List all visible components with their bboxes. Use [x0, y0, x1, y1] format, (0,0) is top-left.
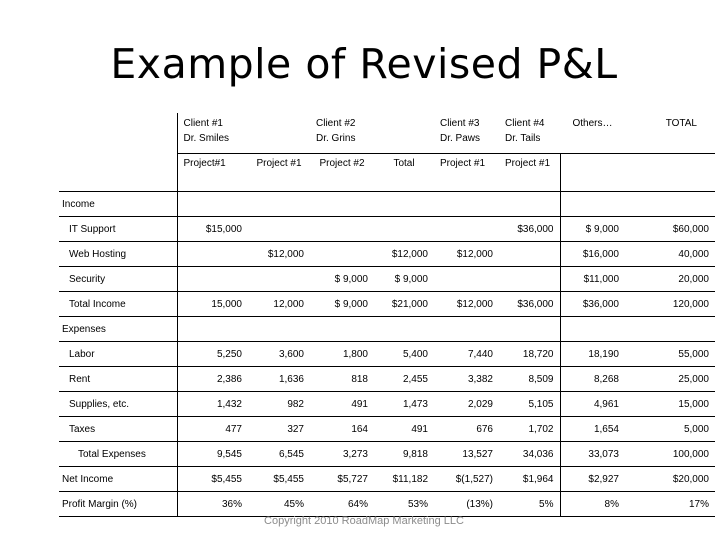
header-client-name: Dr. Smiles: [183, 133, 230, 144]
table-cell: $11,000: [560, 267, 625, 292]
table-cell: [499, 192, 560, 217]
table-cell: [177, 317, 248, 342]
table-cell: 36%: [177, 492, 248, 517]
header-client-cell: [310, 113, 374, 154]
table-cell: 40,000: [625, 242, 715, 267]
table-cell: 2,455: [374, 367, 434, 392]
row-label: Security: [59, 267, 177, 292]
header-client-cell: [625, 113, 715, 154]
header-client-name: Dr. Tails: [505, 133, 541, 144]
row-label: Web Hosting: [59, 242, 177, 267]
table-cell: [560, 317, 625, 342]
table-cell: [310, 242, 374, 267]
pl-table: [59, 113, 715, 517]
table-cell: [374, 192, 434, 217]
table-cell: $5,727: [310, 467, 374, 492]
table-cell: 15,000: [625, 392, 715, 417]
table-cell: $2,927: [560, 467, 625, 492]
table-cell: [374, 317, 434, 342]
table-cell: $ 9,000: [310, 292, 374, 317]
header-client-cell: [434, 113, 499, 154]
table-cell: 676: [434, 417, 499, 442]
table-cell: 20,000: [625, 267, 715, 292]
table-cell: 1,702: [499, 417, 560, 442]
table-cell: $36,000: [499, 292, 560, 317]
row-label: Taxes: [59, 417, 177, 442]
table-cell: $20,000: [625, 467, 715, 492]
header-client-cell: [177, 113, 248, 154]
table-cell: 982: [248, 392, 310, 417]
table-cell: 5,000: [625, 417, 715, 442]
table-cell: 1,800: [310, 342, 374, 367]
table-cell: $(1,527): [434, 467, 499, 492]
row-label: IT Support: [59, 217, 177, 242]
header-row-projects: [59, 154, 715, 192]
table-cell: 4,961: [560, 392, 625, 417]
table-row: [59, 492, 715, 517]
table-cell: 8%: [560, 492, 625, 517]
table-cell: $36,000: [499, 217, 560, 242]
header-client-cell: [499, 113, 560, 154]
table-cell: 1,432: [177, 392, 248, 417]
table-cell: [177, 192, 248, 217]
table-cell: [310, 217, 374, 242]
table-cell: $12,000: [248, 242, 310, 267]
table-cell: 45%: [248, 492, 310, 517]
table-cell: 8,268: [560, 367, 625, 392]
header-client-cell: [248, 113, 310, 154]
row-label: Supplies, etc.: [59, 392, 177, 417]
table-cell: $60,000: [625, 217, 715, 242]
row-label: Profit Margin (%): [59, 492, 177, 517]
table-cell: $ 9,000: [560, 217, 625, 242]
header-client-number: Client #2: [316, 118, 356, 129]
table-cell: [310, 192, 374, 217]
table-cell: $1,964: [499, 467, 560, 492]
table-cell: 9,545: [177, 442, 248, 467]
table-cell: [625, 317, 715, 342]
table-row: [59, 192, 715, 217]
table-cell: [248, 217, 310, 242]
table-row: [59, 392, 715, 417]
row-label: Income: [59, 192, 177, 217]
row-label: Total Income: [59, 292, 177, 317]
table-row: [59, 417, 715, 442]
table-cell: 53%: [374, 492, 434, 517]
table-cell: (13%): [434, 492, 499, 517]
table-cell: [248, 267, 310, 292]
table-cell: $5,455: [177, 467, 248, 492]
table-cell: 1,636: [248, 367, 310, 392]
table-cell: [499, 317, 560, 342]
table-cell: 2,386: [177, 367, 248, 392]
table-cell: [625, 192, 715, 217]
table-row: [59, 242, 715, 267]
table-cell: [560, 192, 625, 217]
header-project-cell: Project #2: [310, 154, 374, 192]
table-cell: 3,382: [434, 367, 499, 392]
header-client-cell: [560, 113, 625, 154]
header-corner: [59, 113, 177, 154]
table-cell: $12,000: [434, 242, 499, 267]
table-cell: 5%: [499, 492, 560, 517]
table-cell: $12,000: [434, 292, 499, 317]
header-client-number: Client #1: [183, 118, 223, 129]
row-label: Total Expenses: [59, 442, 177, 467]
table-cell: [499, 242, 560, 267]
table-cell: $21,000: [374, 292, 434, 317]
table-cell: 15,000: [177, 292, 248, 317]
table-cell: 5,250: [177, 342, 248, 367]
table-cell: 55,000: [625, 342, 715, 367]
header-project-cell: Project#1: [177, 154, 248, 192]
table-cell: [434, 192, 499, 217]
table-cell: 1,654: [560, 417, 625, 442]
header-project-cell: [625, 154, 715, 192]
table-cell: $11,182: [374, 467, 434, 492]
row-label: Expenses: [59, 317, 177, 342]
header-client-number: Client #3: [440, 118, 480, 129]
table-cell: 491: [310, 392, 374, 417]
table-cell: $15,000: [177, 217, 248, 242]
table-cell: $12,000: [374, 242, 434, 267]
table-cell: 12,000: [248, 292, 310, 317]
table-row: [59, 317, 715, 342]
table-row: [59, 367, 715, 392]
table-cell: 327: [248, 417, 310, 442]
table-cell: [499, 267, 560, 292]
table-row: [59, 267, 715, 292]
table-cell: 100,000: [625, 442, 715, 467]
header-project-cell: Project #1: [434, 154, 499, 192]
table-cell: 120,000: [625, 292, 715, 317]
table-cell: 164: [310, 417, 374, 442]
table-cell: 8,509: [499, 367, 560, 392]
row-label: Net Income: [59, 467, 177, 492]
table-cell: $5,455: [248, 467, 310, 492]
table-cell: 25,000: [625, 367, 715, 392]
table-cell: [177, 267, 248, 292]
table-row: [59, 467, 715, 492]
table-cell: [248, 317, 310, 342]
copyright-notice: Copyright 2010 RoadMap Marketing LLC: [264, 515, 464, 527]
table-cell: 7,440: [434, 342, 499, 367]
table-cell: [310, 317, 374, 342]
slide-title: Example of Revised P&L: [110, 40, 618, 88]
table-cell: 2,029: [434, 392, 499, 417]
table-cell: $ 9,000: [374, 267, 434, 292]
table-cell: 13,527: [434, 442, 499, 467]
header-client-name: Others…: [572, 118, 613, 129]
table-cell: 64%: [310, 492, 374, 517]
header-row-clients: [59, 113, 715, 154]
table-cell: [434, 267, 499, 292]
table-cell: [177, 242, 248, 267]
header-client-name: TOTAL: [665, 118, 697, 129]
header-client-name: Dr. Grins: [316, 133, 356, 144]
header-project-cell: Project #1: [499, 154, 560, 192]
table-cell: [434, 317, 499, 342]
table-cell: [374, 217, 434, 242]
table-cell: 9,818: [374, 442, 434, 467]
table-cell: 6,545: [248, 442, 310, 467]
table-cell: [434, 217, 499, 242]
table-cell: 5,400: [374, 342, 434, 367]
table-cell: $36,000: [560, 292, 625, 317]
table-cell: 33,073: [560, 442, 625, 467]
table-cell: 34,036: [499, 442, 560, 467]
header-client-name: Dr. Paws: [440, 133, 481, 144]
table-row: [59, 292, 715, 317]
table-cell: 18,190: [560, 342, 625, 367]
row-label: Rent: [59, 367, 177, 392]
table-cell: $16,000: [560, 242, 625, 267]
table-row: [59, 442, 715, 467]
table-cell: 17%: [625, 492, 715, 517]
table-cell: 1,473: [374, 392, 434, 417]
table-cell: 5,105: [499, 392, 560, 417]
row-label: Labor: [59, 342, 177, 367]
header-client-number: Client #4: [505, 118, 545, 129]
table-cell: [248, 192, 310, 217]
table-cell: 477: [177, 417, 248, 442]
header-project-cell: Project #1: [248, 154, 310, 192]
table-cell: 18,720: [499, 342, 560, 367]
table-cell: 3,273: [310, 442, 374, 467]
table-cell: 491: [374, 417, 434, 442]
table-cell: $ 9,000: [310, 267, 374, 292]
header-client-cell: [374, 113, 434, 154]
table-row: [59, 342, 715, 367]
table-cell: 818: [310, 367, 374, 392]
header-project-cell: Total: [374, 154, 434, 192]
header-project-cell: [560, 154, 625, 192]
header-corner: [59, 154, 177, 192]
table-row: [59, 217, 715, 242]
table-cell: 3,600: [248, 342, 310, 367]
